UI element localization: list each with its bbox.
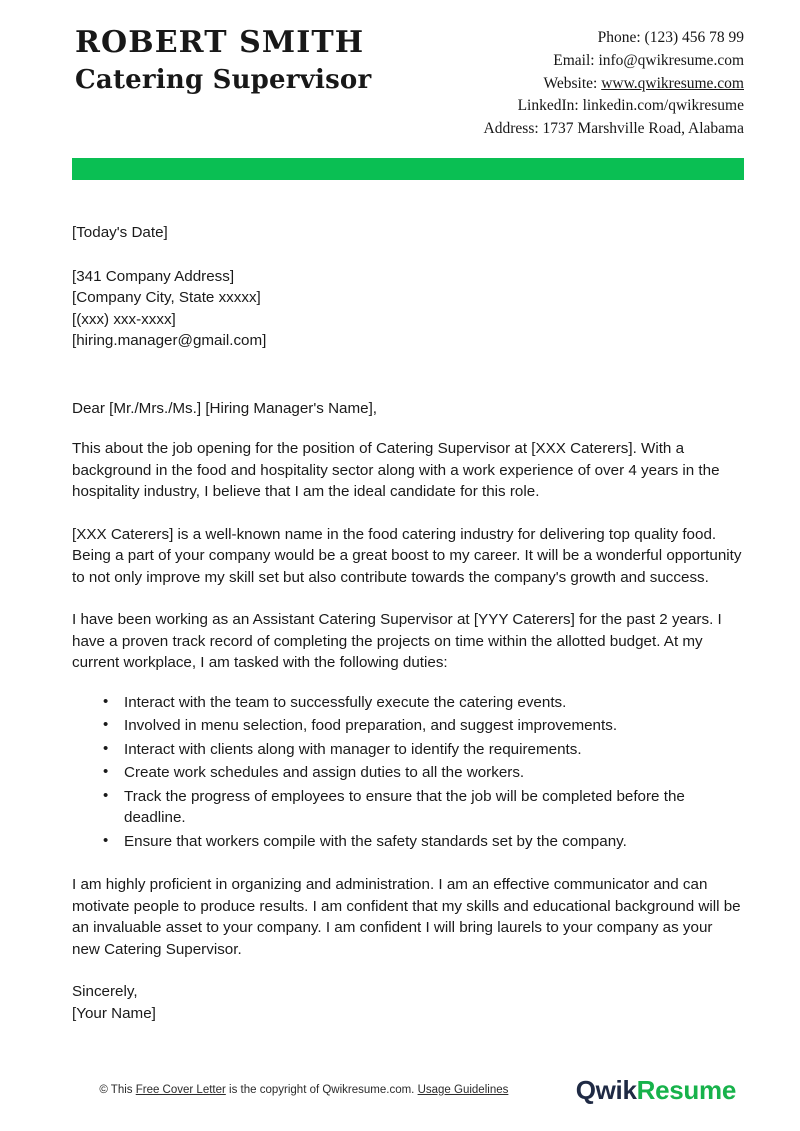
footer-copyright-middle: is the copyright of Qwikresume.com. bbox=[225, 1083, 418, 1096]
recipient-line: [hiring.manager@gmail.com] bbox=[72, 332, 267, 349]
page-footer bbox=[0, 1067, 800, 1113]
contact-linkedin-value[interactable]: linkedin.com/qwikresume bbox=[582, 97, 744, 115]
qwikresume-logo[interactable] bbox=[576, 1077, 736, 1103]
duties-list-item: • Create work schedules and assign duties to all the workers. bbox=[72, 762, 744, 784]
duties-list bbox=[72, 692, 744, 853]
contact-address-label: Address: bbox=[483, 120, 543, 138]
footer-usage-guidelines-link[interactable]: Usage Guidelines bbox=[417, 1083, 509, 1096]
contact-phone bbox=[484, 27, 744, 50]
duties-list-item: • Interact with the team to successfully execute the catering events. bbox=[72, 692, 744, 714]
contact-phone-value: (123) 456 78 99 bbox=[644, 29, 744, 46]
contact-address-value: 1737 Marshville Road, Alabama bbox=[542, 120, 744, 138]
contact-website bbox=[484, 73, 744, 96]
contact-website-link[interactable]: www.qwikresume.com bbox=[601, 74, 744, 92]
contact-email-value: info@qwikresume.com bbox=[598, 51, 744, 69]
duties-list-item: • Involved in menu selection, food preparation, and suggest improvements. bbox=[72, 715, 744, 737]
body-paragraph-4: I am highly proficient in organizing and administration. I am an effective communicator and can motivate people to produce results. I am confident that my skills and educational background will be an invaluable asset to your company. I am confident I will bring laurels to your company as your new Catering Supervisor. bbox=[72, 876, 741, 958]
letter-body bbox=[72, 222, 744, 1024]
signoff-block bbox=[72, 981, 744, 1024]
applicant-name: ROBERT SMITH bbox=[75, 25, 365, 60]
footer-free-cover-letter-link[interactable]: Free Cover Letter bbox=[135, 1083, 226, 1096]
contact-linkedin-label: LinkedIn: bbox=[517, 97, 583, 115]
contact-email-label: Email: bbox=[553, 51, 599, 69]
body-paragraph-3: I have been working as an Assistant Catering Supervisor at [YYY Caterers] for the past 2 years. I have a proven track record of completing the projects on time within the allotted budget. At my current workplace, I am tasked with the following duties: bbox=[72, 611, 722, 671]
contact-website-label: Website: bbox=[543, 74, 602, 92]
accent-bar bbox=[72, 158, 744, 180]
duties-list-item: • Interact with clients along with manager to identify the requirements. bbox=[72, 739, 744, 761]
applicant-identity bbox=[75, 22, 371, 96]
letter-date: [Today's Date] bbox=[72, 224, 168, 241]
body-paragraph-2: [XXX Caterers] is a well-known name in the food catering industry for delivering top quality food. Being a part of your company would be a great boost to my career. It will be a wonderful opportunity to not only improve my skill set but also contribute towards the company's growth and success. bbox=[72, 525, 742, 586]
contact-phone-label: Phone: bbox=[597, 29, 645, 46]
salutation: Dear [Mr./Mrs./Ms.] [Hiring Manager's Name], bbox=[72, 399, 378, 417]
footer-copyright-prefix: © This bbox=[99, 1083, 136, 1096]
logo-text-resume: Resume bbox=[636, 1075, 736, 1105]
footer-copyright bbox=[72, 1083, 576, 1098]
contact-details bbox=[484, 22, 744, 141]
contact-linkedin bbox=[484, 95, 744, 118]
contact-email bbox=[484, 50, 744, 73]
recipient-line: [341 Company Address] bbox=[72, 267, 235, 285]
duties-list-item: • Track the progress of employees to ensure that the job will be completed before the deadline. bbox=[72, 786, 744, 829]
recipient-address-block bbox=[72, 266, 744, 352]
recipient-line: [Company City, State xxxxx] bbox=[72, 289, 261, 306]
letter-header bbox=[0, 0, 800, 141]
recipient-line: [(xxx) xxx-xxxx] bbox=[72, 310, 176, 328]
duties-list-item: • Ensure that workers compile with the safety standards set by the company. bbox=[72, 831, 744, 853]
closing-salutation: Sincerely, bbox=[72, 983, 138, 1000]
applicant-job-title: Catering Supervisor bbox=[75, 64, 372, 95]
contact-address bbox=[484, 118, 744, 141]
logo-text-qwik: Qwik bbox=[575, 1075, 637, 1105]
signature-name: [Your Name] bbox=[72, 1004, 156, 1022]
body-paragraph-1: This about the job opening for the position of Catering Supervisor at [XXX Caterers]. With a background in the food and hospitality sector along with a work experience of over 4 years in the hospitality industry, I believe that I am the ideal candidate for this role. bbox=[72, 440, 720, 500]
